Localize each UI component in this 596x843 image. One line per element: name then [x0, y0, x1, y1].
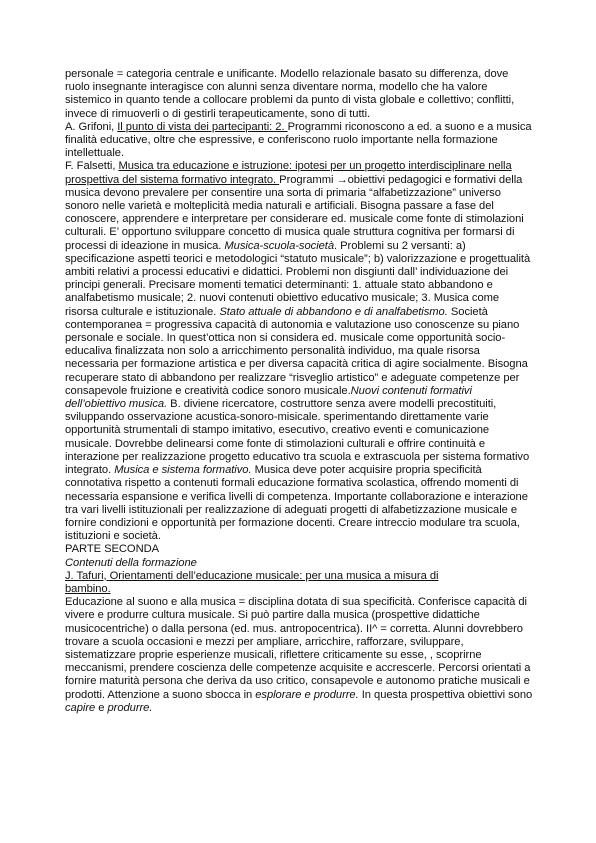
title-falsetti: Musica tra educazione e istruzione: ipotesi per un progetto interdisciplinare nella prospettiva del sistema formativo integrato.	[65, 160, 512, 186]
text-grifoni: Programmi riconoscono a ed. a suono e a musica finalità educative, oltre che espressive, e conferiscono ruolo importante nella formazione intellettuale.	[65, 120, 532, 160]
text-falsetti-3: Società contemporanea = progressiva capacità di autonomia e valutazione uso conoscenze su piano personale e sociale. In quest’ottica non si considera ed. musicale come opportunità socio-educaliva finalizzata non solo a arricchimento personalità individuo, ma quale risorsa necessaria per formazione artistica e per diversa capacità critica di agire socialmente. Bisogna recuperare stato di abbandono per realizzare “risveglio artistico” e adeguate competenze per consapevole fruizione e creatività codice sonoro musicale.	[65, 305, 528, 397]
title-tafuri: J. Tafuri, Orientamenti dell’educazione musicale: per una musica a misura di bambino.	[65, 569, 439, 595]
author-falsetti: F. Falsetti,	[65, 160, 119, 173]
text-falsetti-5: Musica deve poter acquisire propria specificità connotativa rispetto a contenuti formali educazione formativa scolastica, offrendo momenti di necessaria espansione e verifica livelli di competenza. Importante collaborazione e interazione tra vari livelli istituzionali per realizzazione di adeguati progetti di alfabetizzazione musicale e fornire condizioni e opportunità per formazione docenti. Creare intreccio modulare tra scuola, istituzioni e società.	[65, 464, 528, 543]
section-heading: Contenuti della formazione	[65, 556, 197, 569]
subheading-nuovi-contenuti: Nuovi contenuti formativi dell’obiettivo musica.	[65, 384, 472, 411]
text-tafuri-2: In questa prospettiva obiettivi sono	[358, 688, 533, 701]
text-falsetti-4: B. diviene ricercatore, costruttore senza avere modelli precostituiti, sviluppando osservazione acustica-sonoro-misicale. sperimentando direttamente varie opportunità strumentali di stampo imitativo, esecutivo, creativo eventi e comunicazione musicale. Dovrebbe delinearsi come fonte di stimolazioni culturali e offrire continuità e interazione per realizzazione progetto educativo tra scuola e extrascuola per sistema formativo integrato.	[65, 398, 530, 477]
subheading-musica-sistema-formativo: Musica e sistema formativo.	[114, 464, 252, 477]
author-grifoni: A. Grifoni,	[65, 120, 118, 133]
paragraph-intro: personale = categoria centrale e unificante. Modello relazionale basato su differenza, dove ruolo insegnante interagisce con alunni senza diventare norma, modello che ha valore sistemico in quanto tende a collocare problemi da punto di vista globale e collettivo; conflitti, invece di rimuoverli o di gestirli terapeuticamente, sono di tutti.	[65, 68, 515, 120]
paragraph-grifoni	[65, 121, 535, 161]
title-grifoni: Il punto di vista dei partecipanti: 2.	[117, 120, 288, 133]
subheading-stato-attuale: Stato attuale di abbandono e di analfabetismo.	[219, 305, 448, 318]
subheading-musica-scuola-societa: Musica-scuola-società	[224, 239, 335, 252]
part-heading: PARTE SECONDA	[65, 543, 160, 556]
document-page	[65, 68, 535, 715]
emphasis-esplorare-produrre: esplorare e produrre.	[255, 688, 359, 701]
emphasis-capire: capire	[65, 701, 96, 714]
paragraph-falsetti	[65, 160, 535, 543]
text-tafuri-1: Educazione al suono e alla musica = disciplina dotata di sua specificità. Conferisce capacità di vivere e produrre cultura musicale. Si può partire dalla musica (prospettive didattiche musicocentriche) o dalla persona (ed. mus. antropocentrica). II^ = corretta. Alunni dovrebbero trovare a scuola occasioni e mezzi per ampliare, arricchire, rafforzare, sviluppare, sistematizzare proprie esperienze musicali, riflettere criticamente su esse, , scoprirne meccanismi, prendere coscienza delle competenze acquisite e accrescerle. Percorsi orientati a fornire maturità persona che deriva da uso critico, consapevole e autonomo pratiche musicali e prodotti. Attenzione a suono sbocca in	[65, 596, 531, 701]
text-falsetti-2: . Problemi su 2 versanti: a) specificazione aspetti teorici e metodologici “statuto musicale”; b) valorizzazione e progettualità ambiti relativi a processi educativi e didattici. Problemi non disgiunti dall’ individuazione dei principi generali. Precisare momenti tematici determinanti: 1. attuale stato abbandono e analfabetismo musicale; 2. nuovi contenuti obiettivo educativo musicale; 3. Musica come risorsa culturale e istituzionale.	[65, 239, 531, 318]
emphasis-produrre: produrre.	[107, 701, 153, 714]
text-falsetti-1: Programmi →obiettivi pedagogici e formativi della musica devono prevalere per consentire una sorta di primaria “alfabetizzazione” universo sonoro nelle varietà e molteplicità media naturali e artificiali. Bisogna passare a fase del conoscere, apprendere e interpretare per considerare ed. musicale come fonte di stimolazioni culturali. E’ opportuno sviluppare concetto di musica quale struttura cognitiva per formarsi di processi di ideazione in musica.	[65, 173, 524, 252]
paragraph-tafuri	[65, 596, 535, 715]
text-tafuri-3: e	[95, 701, 108, 714]
